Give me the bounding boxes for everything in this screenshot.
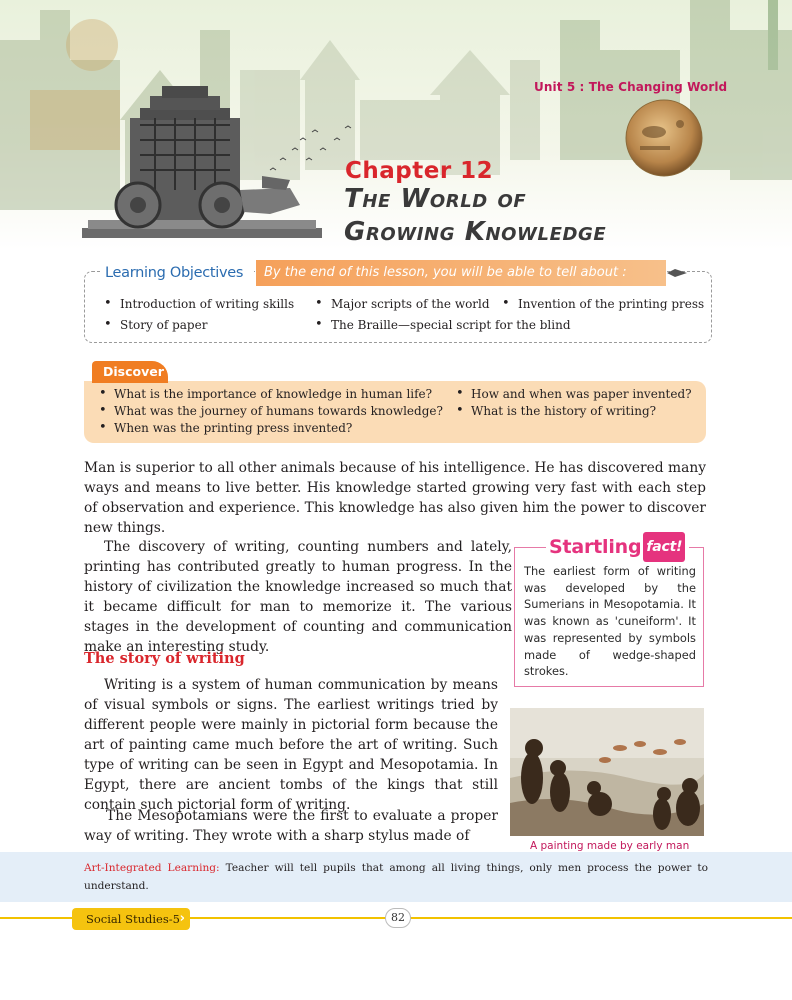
startling-fact-label: Startling xyxy=(549,536,642,558)
book-title-badge xyxy=(72,908,190,930)
chapter-banner xyxy=(0,0,792,250)
objective-item: • Major scripts of the world xyxy=(331,297,490,311)
art-integrated-label: Art-Integrated Learning: xyxy=(84,862,220,874)
learning-objectives-heading: Learning Objectives xyxy=(102,261,254,285)
section-heading-story-of-writing: The story of writing xyxy=(84,650,245,667)
discovery-paragraph: The discovery of writing, counting numbers and lately, printing has contributed greatly to human progress. In the history of civilization the knowledge increased so much that it became difficult for man to memorize it. The various stages in the development of counting and communication make an interesting study. xyxy=(84,539,512,655)
learning-objectives-intro: By the end of this lesson, you will be able to tell about : xyxy=(256,260,666,286)
chevron-right-icon: › xyxy=(179,911,185,926)
discover-question: • What was the journey of humans towards knowledge? xyxy=(114,404,443,418)
art-integrated-note xyxy=(84,859,708,895)
unit-label: Unit 5 : The Changing World xyxy=(534,80,728,94)
discover-question: • What is the importance of knowledge in human life? xyxy=(114,387,432,401)
mesopotamia-paragraph: The Mesopotamians were the first to evaluate a proper way of writing. They wrote with a sharp stylus made of xyxy=(84,808,498,844)
objective-item: • The Braille—special script for the blind xyxy=(331,318,571,332)
art-integrated-text: Teacher will tell pupils that among all living things, only men process the power to understand. xyxy=(84,862,708,892)
objective-item: • Invention of the printing press xyxy=(518,297,704,311)
objective-item: • Introduction of writing skills xyxy=(120,297,294,311)
startling-fact-text: The earliest form of writing was developed by the Sumerians in Mesopotamia. It was known as 'cuneiform'. It was represented by symbols made of wedge-shaped strokes. xyxy=(524,564,696,679)
chapter-number: Chapter 12 xyxy=(345,158,494,184)
startling-fact-title xyxy=(546,532,689,560)
painting-caption: A painting made by early man xyxy=(530,840,690,852)
discover-question: • What is the history of writing? xyxy=(471,404,656,418)
writing-paragraph: Writing is a system of human communication by means of visual symbols or signs. The earliest writings tried by different people were mainly in pictorial form because the art of painting came much before the art of writing. Such type of writing can be seen in Egypt and Mesopotamia. In Egypt, there are ancient tombs of the kings that still contain such pictorial form of writing. xyxy=(84,677,498,813)
book-title: Social Studies-5 xyxy=(86,912,180,926)
discover-question: • How and when was paper invented? xyxy=(471,387,692,401)
objective-item: • Story of paper xyxy=(120,318,207,332)
chapter-title xyxy=(344,183,606,249)
fact-badge: fact! xyxy=(643,532,685,562)
chapter-title-line-1: The World of xyxy=(344,184,527,214)
early-man-painting-image xyxy=(510,708,704,836)
seal-medallion xyxy=(626,100,702,176)
pen-nib-icon xyxy=(666,266,688,280)
discover-heading: Discover xyxy=(92,361,168,383)
chapter-title-line-2: Growing Knowledge xyxy=(344,217,607,247)
page-number: 82 xyxy=(385,908,411,928)
intro-paragraph: Man is superior to all other animals because of his intelligence. He has discovered many ways and means to live better. His knowledge started growing very fast with each step of observation and experience. This knowledge has also given him the power to discover new things. xyxy=(84,460,706,536)
discover-question: • When was the printing press invented? xyxy=(114,421,352,435)
